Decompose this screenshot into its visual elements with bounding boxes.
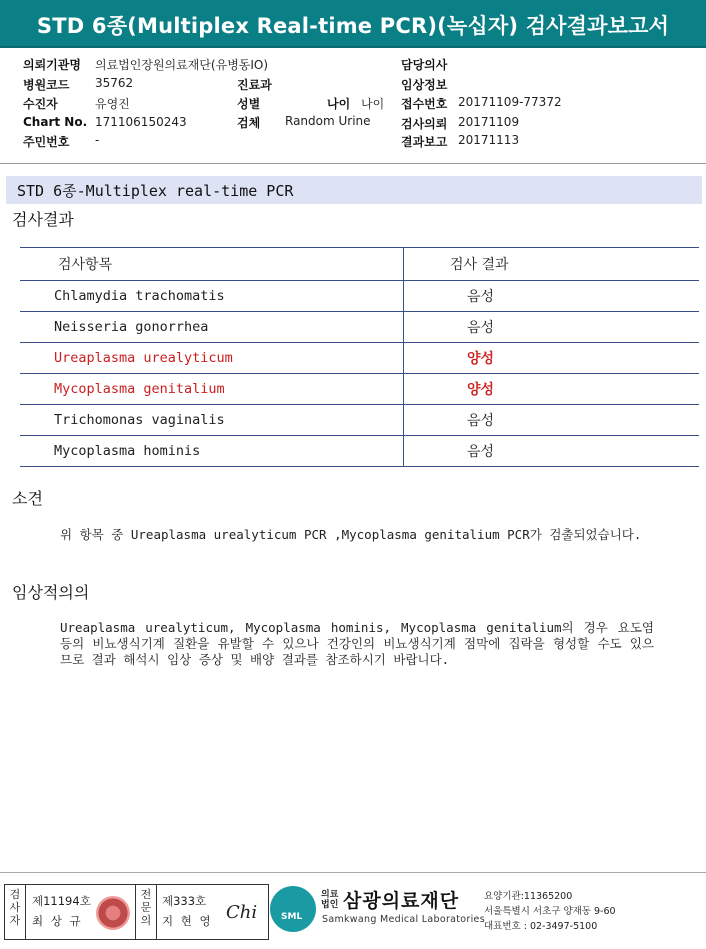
test-item: Chlamydia trachomatis	[20, 281, 404, 312]
header-divider	[0, 163, 706, 164]
care-code: 요양기관:11365200	[484, 891, 573, 902]
org-address: 서울특별시 서초구 양재동 9-60	[484, 906, 616, 917]
specialist-label: 전문의	[140, 888, 152, 927]
table-row-positive	[20, 343, 699, 374]
hospital-code-label: 병원코드	[23, 78, 70, 92]
test-result: 양성	[404, 374, 700, 405]
test-item: Ureaplasma urealyticum	[20, 343, 404, 374]
request-label: 검사의뢰	[401, 117, 448, 131]
receipt-label: 접수번호	[401, 97, 448, 111]
seal-stamp	[96, 896, 130, 930]
doctor-label: 담당의사	[401, 58, 448, 72]
test-item: Mycoplasma genitalium	[20, 374, 404, 405]
resident-value: -	[95, 133, 100, 147]
findings-heading: 소견	[12, 489, 43, 508]
clinical-info-label: 임상정보	[401, 78, 448, 92]
examiner-label-cell	[5, 885, 26, 939]
test-item: Trichomonas vaginalis	[20, 405, 404, 436]
specimen-label: 검체	[237, 116, 261, 130]
panel-title: STD 6종-Multiplex real-time PCR	[17, 182, 294, 200]
test-result: 음성	[404, 312, 700, 343]
org-english-name: Samkwang Medical Laboratories	[322, 914, 485, 925]
examiner-license: 제11194호	[32, 894, 91, 908]
age-label: 나이	[327, 97, 351, 111]
table-row-positive	[20, 374, 699, 405]
test-result: 양성	[404, 343, 700, 374]
hospital-code-value: 35762	[95, 76, 134, 90]
examiner-name: 최 상 규	[32, 914, 83, 928]
test-result: 음성	[404, 281, 700, 312]
resident-label: 주민번호	[23, 135, 70, 149]
col-result-header: 검사 결과	[404, 248, 700, 281]
specialist-name: 지 현 영	[162, 914, 213, 928]
sml-logo-icon	[270, 886, 316, 932]
specialist-license: 제333호	[162, 894, 207, 908]
results-header-row	[20, 248, 699, 281]
org-name: 삼광의료재단	[343, 890, 460, 912]
examiner-label: 검사자	[9, 888, 21, 927]
table-row	[20, 405, 699, 436]
age-value: 나이	[361, 97, 385, 111]
patient-label: 수진자	[23, 97, 58, 111]
results-heading: 검사결과	[12, 210, 74, 229]
report-title: STD 6종(Multiplex Real-time PCR)(녹십자) 검사결과보고서	[36, 14, 670, 38]
org-type: 의료법인	[321, 890, 339, 910]
signature: Chi	[226, 902, 258, 923]
chart-value: 171106150243	[95, 115, 187, 129]
results-table	[20, 247, 699, 467]
receipt-value: 20171109-77372	[458, 95, 562, 109]
request-value: 20171109	[458, 115, 520, 129]
sex-label: 성별	[237, 97, 261, 111]
table-row	[20, 436, 699, 467]
test-item: Mycoplasma hominis	[20, 436, 404, 467]
test-result: 음성	[404, 405, 700, 436]
specimen-value: Random Urine	[285, 114, 371, 128]
org-phone: 대표번호 : 02-3497-5100	[484, 921, 598, 932]
clinical-text: Ureaplasma urealyticum, Mycoplasma hominis, Mycoplasma genitalium의 경우 요도염 등의 비뇨생식기계 질환을 유발할 수 있으나 건강인의 비뇨생식기계 점막에 집락을 형성할 수도 있으므로 결과 해석시 임상 증상 및 배양 결과를 참조하시기 바랍니다.	[60, 620, 654, 667]
chart-label: Chart No.	[23, 115, 88, 129]
report-date-label: 결과보고	[401, 135, 448, 149]
logo-text: SML	[281, 912, 303, 922]
clinical-heading: 임상적의의	[12, 583, 90, 602]
col-item-header: 검사항목	[20, 248, 404, 281]
specialist-label-cell	[135, 885, 157, 939]
footer-divider	[0, 872, 706, 873]
institution-value: 의료법인장원의료재단(유병동IO)	[95, 58, 269, 72]
table-row	[20, 281, 699, 312]
patient-value: 유영진	[95, 97, 130, 111]
test-item: Neisseria gonorrhea	[20, 312, 404, 343]
test-result: 음성	[404, 436, 700, 467]
table-row	[20, 312, 699, 343]
report-date-value: 20171113	[458, 133, 520, 147]
findings-text: 위 항목 중 Ureaplasma urealyticum PCR ,Mycoplasma genitalium PCR가 검출되었습니다.	[60, 527, 642, 542]
dept-label: 진료과	[237, 78, 272, 92]
institution-label: 의뢰기관명	[23, 58, 81, 72]
